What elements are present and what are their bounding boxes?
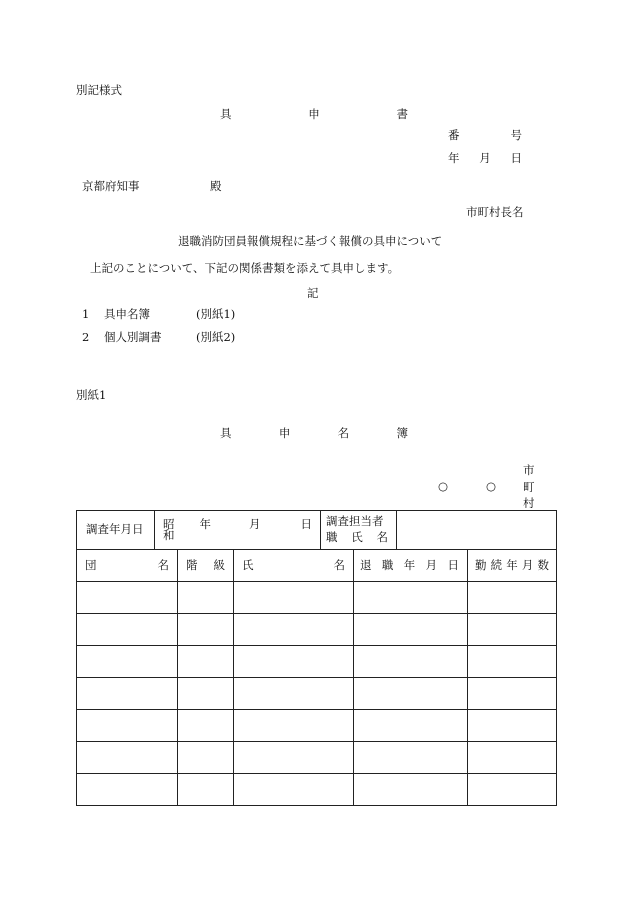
addressee: 京都府知事 — [82, 179, 140, 193]
cell-name — [234, 742, 354, 774]
cell-retirement-date — [354, 742, 468, 774]
cell-service-years — [468, 582, 557, 614]
cell-unit — [77, 678, 178, 710]
header-row — [77, 550, 557, 582]
number-label: 番 号 — [448, 128, 522, 142]
cell-name — [234, 646, 354, 678]
table-row — [77, 582, 557, 614]
table-row — [77, 678, 557, 710]
roster-table — [76, 510, 556, 806]
cell-rank — [178, 678, 234, 710]
attachment-number: 2 — [82, 330, 90, 344]
attachment-name: 個人別調書 — [104, 330, 162, 344]
survey-date-label-cell — [77, 511, 155, 550]
cell-retirement-date — [354, 646, 468, 678]
cell-name — [234, 774, 354, 806]
attachment-note: (別紙2) — [196, 330, 236, 344]
municipality-stack: 市 町 村 — [523, 463, 535, 510]
column-header-retirement-date: 退 職 年 月 日 — [354, 550, 468, 582]
cell-unit — [77, 614, 178, 646]
table-row — [77, 774, 557, 806]
ki-mark: 記 — [307, 286, 319, 300]
column-header-service-years: 勤 続 年 月 数 — [468, 550, 557, 582]
cell-rank — [178, 774, 234, 806]
cell-unit — [77, 742, 178, 774]
table-row — [77, 742, 557, 774]
table-row — [77, 646, 557, 678]
sheet1-title: 具 申 名 簿 — [220, 426, 408, 440]
cell-retirement-date — [354, 582, 468, 614]
officer-label-line1: 調査担当者 — [326, 514, 384, 529]
column-header-unit: 団 名 — [77, 550, 178, 582]
form-label: 別記様式 — [76, 83, 122, 97]
attachment-number: 1 — [82, 307, 90, 321]
date-label: 年 月 日 — [448, 151, 522, 165]
cell-service-years — [468, 678, 557, 710]
cell-retirement-date — [354, 614, 468, 646]
cell-name — [234, 582, 354, 614]
title-char: 申 — [308, 107, 320, 121]
cell-rank — [178, 646, 234, 678]
cell-rank — [178, 742, 234, 774]
cell-name — [234, 678, 354, 710]
cell-unit — [77, 774, 178, 806]
cell-unit — [77, 582, 178, 614]
cell-rank — [178, 614, 234, 646]
officer-name-cell — [397, 511, 557, 550]
honorific: 殿 — [210, 179, 222, 193]
body-text: 上記のことについて、下記の関係書類を添えて具申します。 — [90, 261, 400, 275]
roster-grid — [76, 549, 557, 806]
cell-service-years — [468, 742, 557, 774]
attachment-note: (別紙1) — [196, 307, 236, 321]
cell-retirement-date — [354, 678, 468, 710]
column-header-rank: 階 級 — [178, 550, 234, 582]
attachment-name: 具申名簿 — [104, 307, 150, 321]
cell-rank — [178, 582, 234, 614]
info-row-table — [76, 510, 557, 550]
column-header-name: 氏 名 — [234, 550, 354, 582]
cell-service-years — [468, 614, 557, 646]
survey-date-value-cell: 昭和 年 月 日 — [155, 511, 321, 550]
cell-service-years — [468, 646, 557, 678]
officer-label-cell: 調査担当者 職 氏 名 — [321, 511, 397, 550]
cell-name — [234, 710, 354, 742]
cell-unit — [77, 710, 178, 742]
cell-retirement-date — [354, 774, 468, 806]
survey-date-label: 調査年月日 — [86, 522, 144, 537]
cell-service-years — [468, 774, 557, 806]
subject-line: 退職消防団員報償規程に基づく報償の具申について — [178, 234, 443, 248]
roster-rows — [77, 582, 557, 806]
cell-name — [234, 614, 354, 646]
circle-mark: ○ — [486, 479, 497, 493]
document-title — [220, 109, 408, 121]
cell-retirement-date — [354, 710, 468, 742]
table-row — [77, 614, 557, 646]
cell-rank — [178, 710, 234, 742]
title-char: 具 — [220, 107, 232, 121]
cell-unit — [77, 646, 178, 678]
sheet1-label: 別紙1 — [76, 388, 107, 402]
era-label: 昭和 — [163, 516, 175, 542]
cell-service-years — [468, 710, 557, 742]
title-char: 書 — [396, 107, 408, 121]
table-row — [77, 710, 557, 742]
sender-name: 市町村長名 — [466, 205, 524, 219]
circle-mark: ○ — [438, 479, 449, 493]
